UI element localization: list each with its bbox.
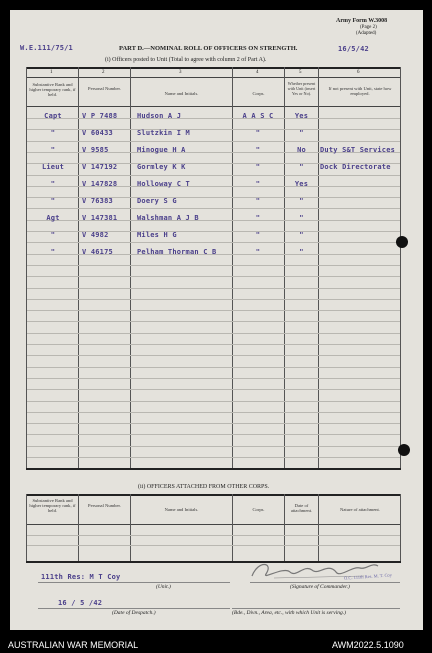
officer-present: Yes (294, 112, 309, 120)
officer-rank: Agt (46, 214, 60, 222)
officer-present: " (299, 163, 304, 171)
header-rank: Substantive Rank and higher temporary rank, if held. (29, 82, 76, 97)
officer-employed: Duty S&T Services (320, 146, 396, 154)
officer-number: V 147828 (82, 180, 118, 188)
officer-employed: Dock Directorate (320, 163, 391, 171)
officer-rank: Lieut (41, 163, 65, 171)
table-rule (27, 265, 400, 266)
form-reference: W.E.111/75/1 (20, 44, 73, 52)
officer-corps: " (255, 197, 261, 205)
part-title: PART D.—NOMINAL ROLL OF OFFICERS ON STRENGTH. (119, 45, 298, 52)
officer-rank: " (50, 146, 56, 154)
table-rule (27, 333, 400, 334)
officer-corps: " (255, 248, 261, 256)
table-rule (27, 446, 400, 447)
table-rule (27, 175, 400, 176)
officer-rank: Capt (44, 112, 62, 120)
table-top-rule (26, 67, 401, 69)
officer-corps: " (255, 180, 261, 188)
col-border (130, 67, 131, 468)
form-page (10, 10, 423, 630)
officer-rank: " (50, 248, 56, 256)
unit-name: 111th Res: M T Coy (41, 573, 121, 581)
col-border (318, 67, 319, 468)
table-rule (27, 310, 400, 311)
officer-number: V 147381 (82, 214, 118, 222)
table-rule (27, 367, 400, 368)
table-rule (27, 389, 400, 390)
officer-rank: " (50, 231, 56, 239)
section-one-title: (i) Officers posted to Unit (Total to agree with column 2 of Part A). (105, 57, 267, 63)
col-border (318, 494, 319, 561)
table-rule (27, 423, 400, 424)
officer-name: Holloway C T (137, 180, 190, 188)
attached-header-date: Date of attachment. (290, 503, 313, 513)
table-rule (27, 288, 400, 289)
attached-rule (27, 545, 400, 546)
officer-present: " (299, 214, 304, 222)
col-border (400, 67, 401, 468)
table-rule (27, 276, 400, 277)
signature-label: (Signature of Commander.) (290, 584, 350, 590)
col-border (130, 494, 131, 561)
table-rule (27, 378, 400, 379)
header-corps: Corps. (252, 91, 265, 96)
despatch-date: 16 / 5 /42 (58, 599, 103, 607)
officer-present: " (299, 248, 304, 256)
header-present: Whether present with Unit (insert Yes or No). (287, 81, 316, 96)
officer-name: Gormley K K (137, 163, 186, 171)
col-border (232, 494, 233, 561)
officer-number: V 147192 (82, 163, 118, 171)
table-rule (27, 434, 400, 435)
attached-header-name: Name and Initials. (164, 507, 199, 512)
officer-present: " (299, 129, 304, 137)
officer-number: V 76383 (82, 197, 113, 205)
unit-label: (Unit.) (156, 584, 171, 590)
col-number: 5 (299, 70, 302, 75)
table-bottom-rule (26, 468, 401, 470)
officer-present: Yes (294, 180, 309, 188)
location-label: (Bde., Divn., Area, etc., with which Unit is serving.) (232, 610, 346, 616)
officer-name: Slutzkin I M (137, 129, 190, 137)
officer-corps: " (255, 129, 261, 137)
officer-rank: " (50, 129, 56, 137)
punch-hole (398, 444, 410, 456)
officer-rank: " (50, 197, 56, 205)
form-date: 16/5/42 (338, 45, 369, 53)
officer-number: V 46175 (82, 248, 113, 256)
despatch-label: (Date of Despatch.) (112, 610, 156, 616)
officer-present: " (299, 197, 304, 205)
signature-line (250, 582, 400, 583)
unit-line (38, 582, 230, 583)
table-rule (27, 344, 400, 345)
attached-header-nature: Nature of attachment. (340, 507, 380, 512)
col-border (232, 67, 233, 468)
officer-present: " (299, 231, 304, 239)
officer-name: Walshman A J B (137, 214, 199, 222)
col-number: 2 (102, 70, 105, 75)
table-rule (27, 242, 400, 243)
col-number: 1 (50, 70, 53, 75)
attached-top-rule (26, 494, 401, 496)
attached-header-number: Personal Number. (88, 503, 121, 508)
officer-name: Minogue H A (137, 146, 186, 154)
officer-number: V 60433 (82, 129, 113, 137)
header-employed: If not present with Unit, state how employed. (328, 86, 392, 96)
table-rule (27, 355, 400, 356)
attached-rule (27, 535, 400, 536)
officer-corps: " (255, 214, 261, 222)
officer-rank: " (50, 180, 56, 188)
location-line (232, 608, 400, 609)
section-two-title: (ii) OFFICERS ATTACHED FROM OTHER CORPS. (138, 484, 270, 490)
attached-header-rule (26, 524, 401, 525)
despatch-line (38, 608, 230, 609)
officer-corps: A A S C (242, 112, 274, 120)
col-border (400, 494, 401, 561)
officer-name: Pelham Thorman C B (137, 248, 217, 256)
officer-corps: " (255, 146, 261, 154)
page-number: (Page 2) (360, 25, 377, 30)
header-rule (26, 106, 401, 107)
caption-right: AWM2022.5.1090 (332, 640, 404, 650)
table-rule (27, 141, 400, 142)
header-name: Name and Initials. (164, 91, 199, 96)
table-rule (27, 299, 400, 300)
officer-corps: " (255, 163, 261, 171)
col-border (284, 67, 285, 468)
table-rule (27, 208, 400, 209)
table-rule (27, 401, 400, 402)
officer-corps: " (255, 231, 261, 239)
table-rule (27, 412, 400, 413)
col-number: 6 (357, 70, 360, 75)
col-border (78, 67, 79, 468)
officer-name: Hudson A J (137, 112, 182, 120)
adapted-note: (Adapted) (356, 31, 377, 36)
commander-stamp: O.C. 111th Res. M. T. Coy (343, 572, 393, 581)
col-number: 3 (179, 70, 182, 75)
caption-left: AUSTRALIAN WAR MEMORIAL (8, 640, 139, 650)
officer-number: V P 7488 (82, 112, 118, 120)
officer-number: V 4982 (82, 231, 109, 239)
officer-name: Doery S G (137, 197, 177, 205)
table-rule (27, 321, 400, 322)
officer-number: V 9585 (82, 146, 109, 154)
numbers-rule (26, 77, 401, 78)
officer-name: Miles H G (137, 231, 177, 239)
punch-hole (396, 236, 408, 248)
attached-header-rank: Substantive Rank and higher temporary rank, if held. (29, 498, 76, 513)
col-number: 4 (256, 70, 259, 75)
commander-signature (244, 556, 394, 584)
army-form-number: Army Form W.3008 (336, 18, 388, 24)
header-personal-number: Personal Number. (88, 86, 121, 91)
officer-present: No (297, 146, 306, 154)
table-rule (27, 457, 400, 458)
col-border (26, 67, 27, 468)
attached-header-corps: Corps. (252, 507, 265, 512)
